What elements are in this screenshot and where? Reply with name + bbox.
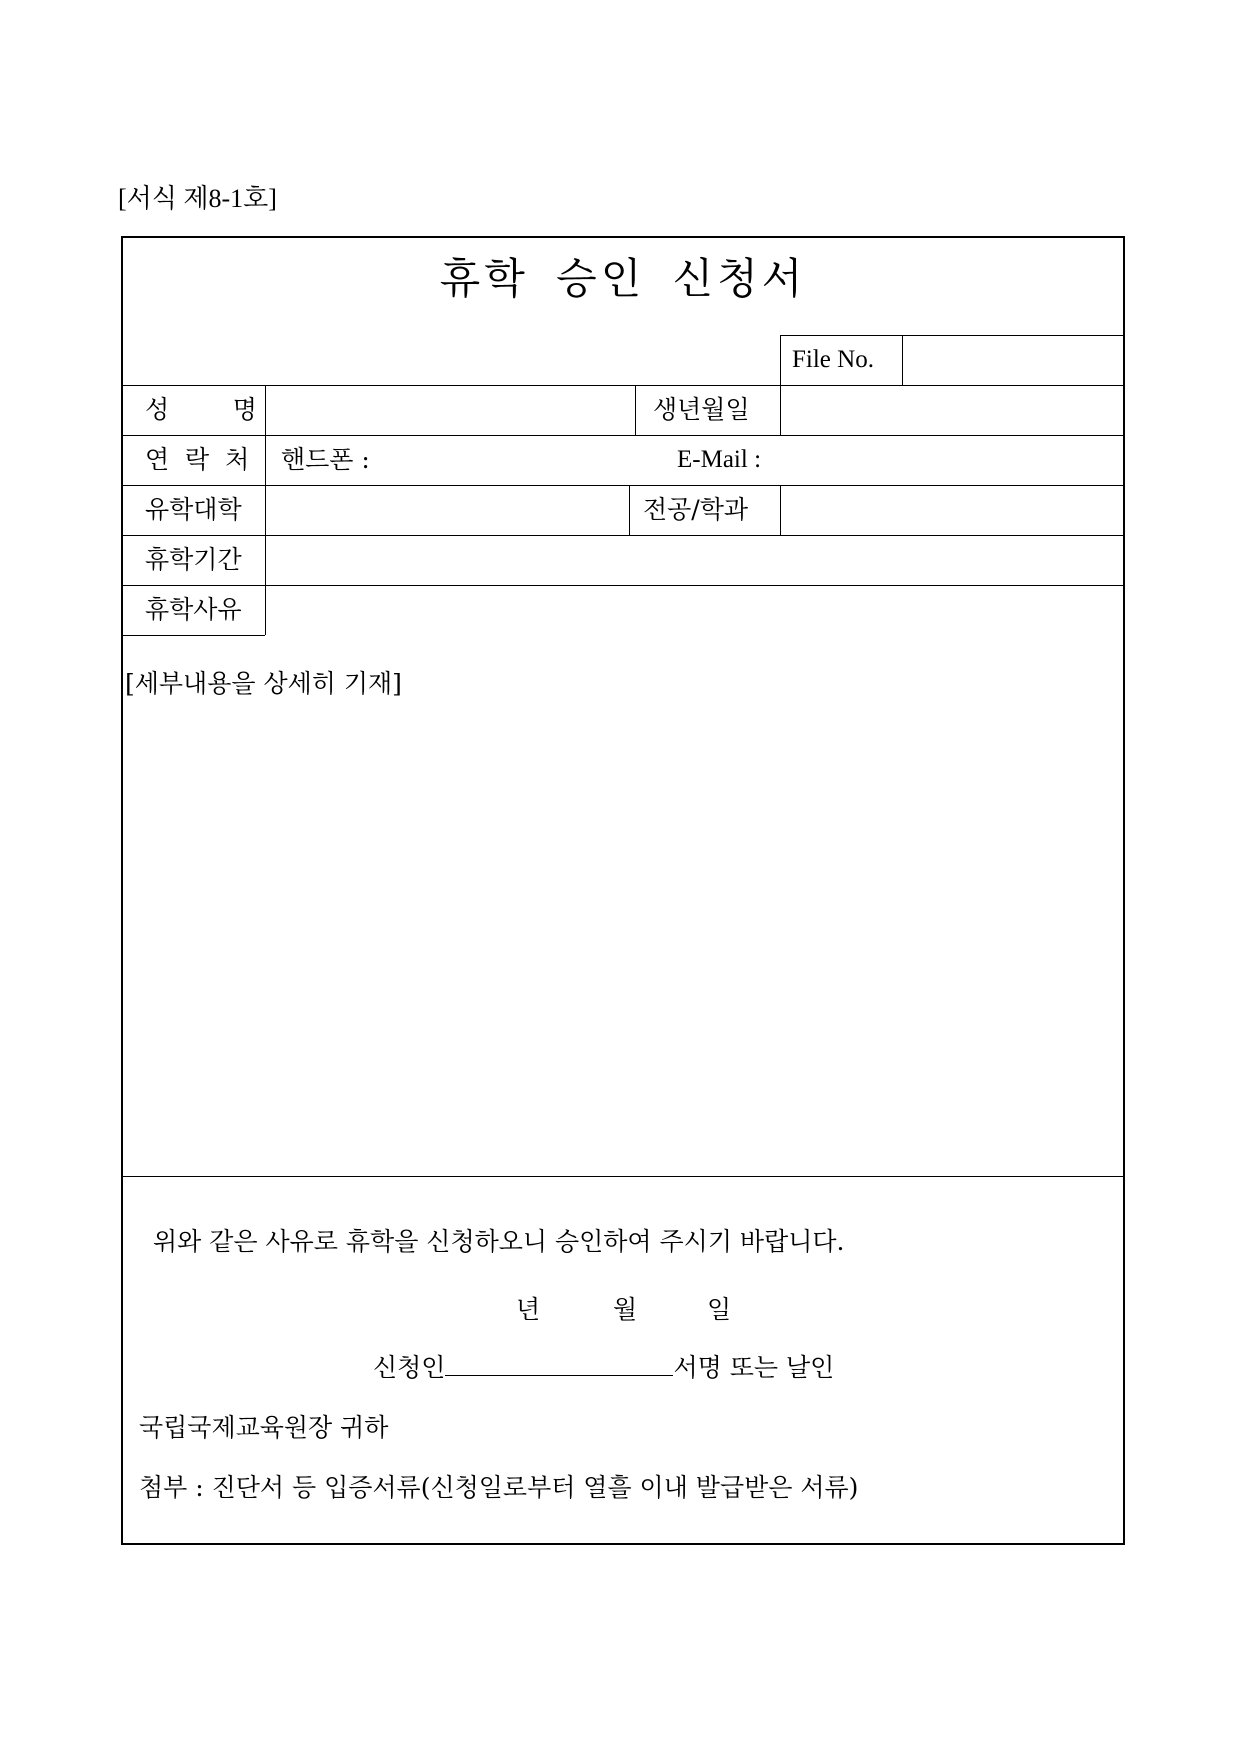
email-field[interactable] (783, 436, 1123, 484)
application-form (121, 236, 1125, 1545)
signature-suffix: 서명 또는 날인 (673, 1353, 835, 1382)
applicant-line (373, 1348, 834, 1384)
major-value-left-border (780, 485, 781, 535)
detail-hint: [세부내용을 상세히 기재] (125, 669, 402, 698)
period-label: 휴학기간 (145, 545, 242, 574)
phone-label: 핸드폰 : (281, 445, 370, 474)
reason-label-bottom (123, 635, 265, 636)
row-divider (123, 585, 1125, 586)
major-label: 전공/학과 (643, 495, 749, 524)
university-field[interactable] (267, 486, 629, 534)
date-month: 월 (613, 1295, 638, 1324)
form-number: [서식 제8-1호] (118, 184, 277, 213)
period-field[interactable] (267, 536, 1123, 584)
signature-field[interactable] (445, 1349, 673, 1376)
detail-textarea[interactable] (125, 698, 1123, 1168)
birth-field[interactable] (782, 386, 1123, 434)
date-day: 일 (707, 1295, 732, 1324)
contact-label: 연 락 처 (145, 445, 250, 474)
form-title: 휴학 승인 신청서 (439, 254, 807, 303)
file-no-field[interactable] (904, 336, 1123, 384)
birth-value-left-border (780, 385, 781, 435)
birth-label-left-border (635, 385, 636, 435)
major-label-left-border (629, 485, 630, 535)
email-label: E-Mail : (677, 446, 762, 473)
file-no-left-border (780, 335, 781, 385)
attachment-note: 첨부 : 진단서 등 입증서류(신청일로부터 열흘 이내 발급받은 서류) (139, 1473, 859, 1502)
name-field[interactable] (267, 386, 635, 434)
addressee: 국립국제교육원장 귀하 (139, 1413, 389, 1442)
phone-field[interactable] (373, 436, 673, 484)
statement-text: 위와 같은 사유로 휴학을 신청하오니 승인하여 주시기 바랍니다. (153, 1227, 845, 1256)
reason-label: 휴학사유 (145, 595, 242, 624)
birth-label: 생년월일 (653, 395, 750, 424)
applicant-label: 신청인 (373, 1353, 446, 1382)
label-column-divider (265, 385, 266, 635)
statement-divider (123, 1176, 1125, 1177)
file-no-divider (902, 335, 903, 385)
major-field[interactable] (782, 486, 1123, 534)
university-label: 유학대학 (145, 495, 242, 524)
file-no-label: File No. (792, 346, 874, 373)
name-label: 성 명 (145, 395, 257, 424)
date-year: 년 (516, 1295, 541, 1324)
